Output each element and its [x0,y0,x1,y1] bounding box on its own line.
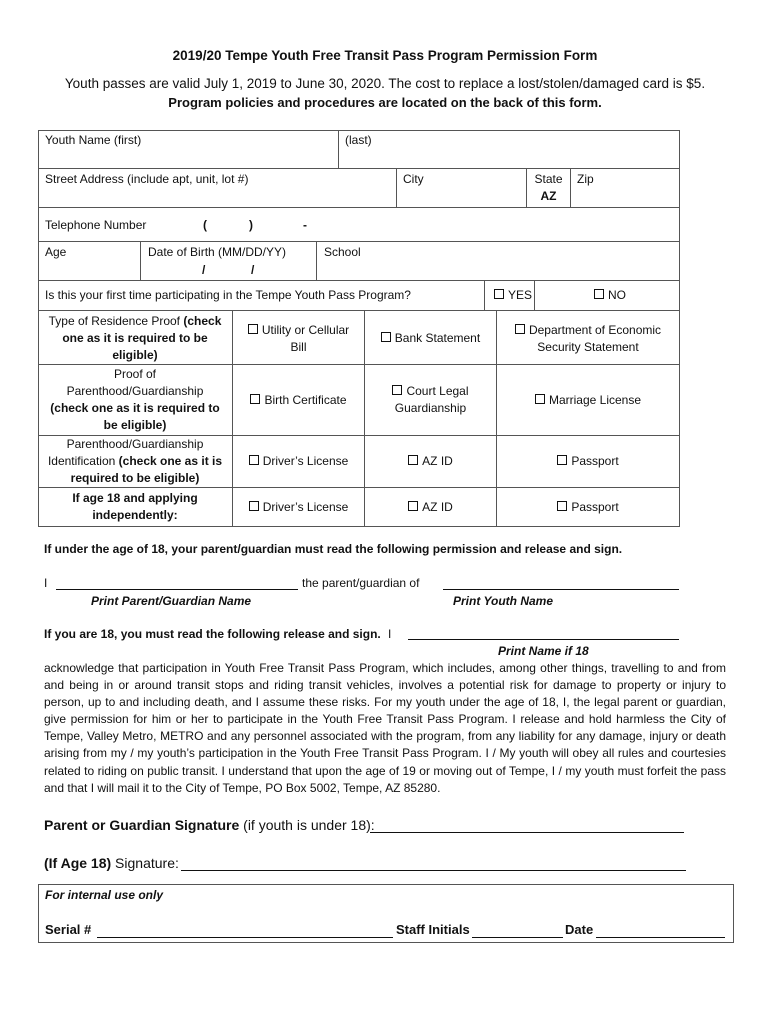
telephone-open-paren: ( [203,218,207,232]
telephone-close-paren: ) [249,218,253,232]
print-name-18-line[interactable] [408,639,679,640]
youth-last-name-label: (last) [345,133,372,147]
validity-note: Youth passes are valid July 1, 2019 to June 30, 2020. The cost to replace a lost/stolen/damaged card is $5. [64,76,706,91]
identification-label: Parenthood/Guardianship Identification (check one as it is required to be eligible) [47,437,223,485]
telephone-dash: - [303,218,307,232]
checkbox-icon [594,289,604,299]
dob-slash-1: / [202,263,206,277]
youth-name-line[interactable] [443,589,679,590]
az-id-option[interactable]: AZ ID [365,453,496,470]
date-line[interactable] [596,937,725,938]
court-guardianship-option[interactable]: Court Legal Guardianship [365,383,496,417]
policies-note: Program policies and procedures are located on the back of this form. [168,95,602,110]
dob-label: Date of Birth (MM/DD/YY) [148,245,287,259]
parenthood-proof-label: Proof of Parenthood/Guardianship (check one as it is required to be eligible) [50,367,220,432]
zip-label: Zip [577,172,594,186]
residence-proof-label: Type of Residence Proof (check one as it is required to be eligible) [48,314,222,362]
yes-label: YES [508,288,533,302]
youth-first-name-field[interactable] [45,132,141,149]
serial-line[interactable] [97,937,393,938]
age-label: Age [45,245,67,259]
print-youth-name-label: Print Youth Name [453,594,554,608]
state-value: AZ [540,189,557,203]
passport-option[interactable]: Passport [497,453,679,470]
guardian-name-line[interactable] [56,589,298,590]
marriage-license-option[interactable]: Marriage License [497,392,679,409]
checkbox-icon [515,324,525,334]
drivers-license-option[interactable]: Driver’s License [233,453,364,470]
bank-statement-option[interactable]: Bank Statement [365,330,496,347]
form-title: 2019/20 Tempe Youth Free Transit Pass Program Permission Form [172,48,598,63]
checkbox-icon [408,501,418,511]
under-18-instruction: If under the age of 18, your parent/guardian must read the following permission and release and sign. [44,542,623,556]
release-paragraph: acknowledge that participation in Youth Free Transit Pass Program, which includes, among other things, travelling to and from and being in or around transit stops and riding transit vehicles, involves a potential risk for damage to property or injury to person, up to and including death, and I assume these risks. For my youth under the age of 18, I, the legal parent or guardian, give permission for him or her to participate in the Youth Free Transit Pass Program. I release and hold harmless the City of Tempe, Valley Metro, METRO and any personnel associated with the program, from any liability for any damage, injury or death arising from my / my youth’s participation in the Youth Free Transit Pass Program. I / My youth will obey all rules and courtesies related to riding on public transit. I understand that upon the age of 19 or moving out of Tempe, I / my youth must forfeit the pass and that I will mail it to the City of Tempe, PO Box 5002, Tempe, AZ 85280. [44,661,726,795]
dob-field[interactable] [148,244,286,261]
des-statement-option[interactable]: Department of Economic Security Statement [497,322,679,356]
independent-label: If age 18 and applying independently: [72,491,198,522]
school-label: School [324,245,361,259]
age-field[interactable] [45,244,66,261]
zip-field[interactable] [577,171,594,188]
checkbox-icon [250,394,260,404]
print-guardian-name-label: Print Parent/Guardian Name [91,594,252,608]
city-field[interactable] [403,171,424,188]
independent-az-id-option[interactable]: AZ ID [365,499,496,516]
first-time-no[interactable] [594,287,626,304]
no-label: NO [608,288,626,302]
print-name-18-label: Print Name if 18 [498,644,589,658]
checkbox-icon [494,289,504,299]
staff-initials-line[interactable] [472,937,563,938]
checkbox-icon [557,455,567,465]
checkbox-icon [249,455,259,465]
checkbox-icon [249,501,259,511]
youth-last-name-field[interactable] [345,132,372,149]
age-18-signature-label: (If Age 18) Signature: [44,855,179,871]
age-18-i-label: I [388,627,392,641]
age-18-signature-line[interactable] [181,870,686,871]
parent-signature-line[interactable] [370,832,684,833]
street-address-label: Street Address (include apt, unit, lot #) [45,172,249,186]
first-time-yes[interactable] [494,287,532,304]
staff-initials-label: Staff Initials [396,922,470,937]
independent-passport-option[interactable]: Passport [497,499,679,516]
internal-use-label: For internal use only [45,888,164,902]
utility-bill-option[interactable]: Utility or Cellular Bill [233,322,364,356]
checkbox-icon [381,332,391,342]
i-label: I [44,576,48,590]
telephone-label: Telephone Number [45,218,147,232]
birth-certificate-option[interactable]: Birth Certificate [233,392,364,409]
age-18-instruction: If you are 18, you must read the following release and sign. [44,627,381,641]
checkbox-icon [535,394,545,404]
youth-first-name-label: Youth Name (first) [45,133,142,147]
school-field[interactable] [324,244,361,261]
state-field [527,171,570,205]
checkbox-icon [557,501,567,511]
telephone-field[interactable] [45,217,146,234]
street-address-field[interactable] [45,171,248,188]
date-label: Date [565,922,594,937]
checkbox-icon [408,455,418,465]
checkbox-icon [392,385,402,395]
city-label: City [403,172,424,186]
independent-drivers-license-option[interactable]: Driver’s License [233,499,364,516]
first-time-question: Is this your first time participating in the Tempe Youth Pass Program? [45,288,411,302]
serial-label: Serial # [45,922,92,937]
checkbox-icon [248,324,258,334]
state-label: State [534,172,563,186]
dob-slash-2: / [251,263,255,277]
guardian-of-label: the parent/guardian of [302,576,420,590]
parent-signature-label: Parent or Guardian Signature (if youth is under 18): [44,817,375,833]
